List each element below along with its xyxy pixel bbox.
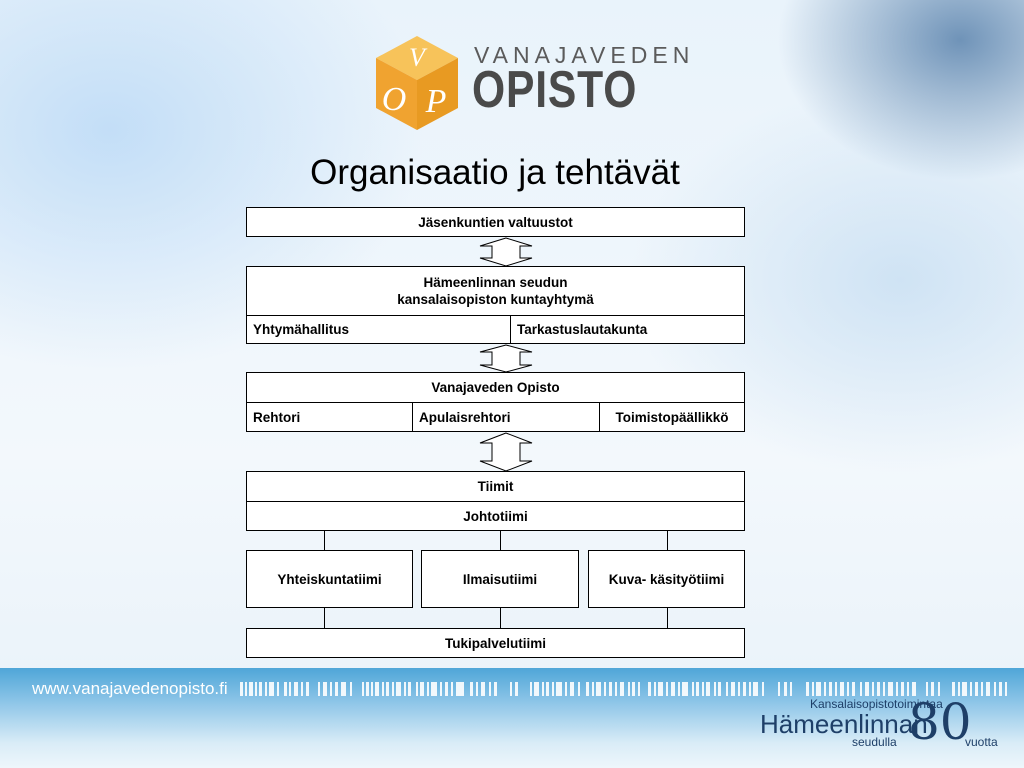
- connector-line: [324, 531, 325, 550]
- svg-text:P: P: [425, 83, 447, 120]
- double-arrow-icon: [478, 237, 534, 267]
- arts-crafts-team-box: Kuva- käsityötiimi: [588, 550, 745, 608]
- anniversary-number: 80: [908, 693, 972, 751]
- federation-line2: kansalaisopiston kuntayhtymä: [397, 292, 594, 307]
- logo-name-main: OPISTO: [472, 61, 638, 119]
- anniversary-city: Hämeenlinnan: [760, 709, 928, 739]
- svg-text:V: V: [409, 43, 425, 72]
- institute-box: Vanajaveden Opisto: [246, 372, 745, 403]
- support-team-box: Tukipalvelutiimi: [246, 628, 745, 658]
- federation-box: [246, 266, 745, 316]
- expression-team-box: Ilmaisutiimi: [421, 550, 579, 608]
- connector-line: [500, 608, 501, 628]
- svg-text:O: O: [381, 81, 407, 118]
- board-box: Yhtymähallitus: [246, 315, 511, 344]
- logo-name-top: VANAJAVEDEN: [474, 42, 695, 68]
- anniversary-years: vuotta: [965, 735, 998, 749]
- logo-cube-icon: [372, 34, 462, 134]
- vice-principal-box: Apulaisrehtori: [412, 402, 600, 432]
- connector-line: [667, 608, 668, 628]
- anniversary-region: seudulla: [852, 735, 897, 749]
- anniversary-small-text: Kansalaisopistotoimintaa: [810, 697, 943, 711]
- council-box: Jäsenkuntien valtuustot: [246, 207, 745, 237]
- office-manager-box: Toimistopäällikkö: [599, 402, 745, 432]
- connector-line: [324, 608, 325, 628]
- audit-box: Tarkastuslautakunta: [510, 315, 745, 344]
- logo: [372, 34, 695, 134]
- double-arrow-icon: [478, 432, 534, 472]
- principal-box: Rehtori: [246, 402, 413, 432]
- anniversary-logo: [760, 695, 1010, 755]
- teams-box: Tiimit: [246, 471, 745, 502]
- connector-line: [500, 531, 501, 550]
- double-arrow-icon: [478, 344, 534, 373]
- community-team-box: Yhteiskuntatiimi: [246, 550, 413, 608]
- management-team-box: Johtotiimi: [246, 501, 745, 531]
- page-title: Organisaatio ja tehtävät: [310, 153, 680, 192]
- federation-line1: Hämeenlinnan seudun: [423, 275, 568, 290]
- connector-line: [667, 531, 668, 550]
- website-link[interactable]: www.vanajavedenopisto.fi: [32, 679, 228, 698]
- barcode-decoration: [240, 682, 1010, 696]
